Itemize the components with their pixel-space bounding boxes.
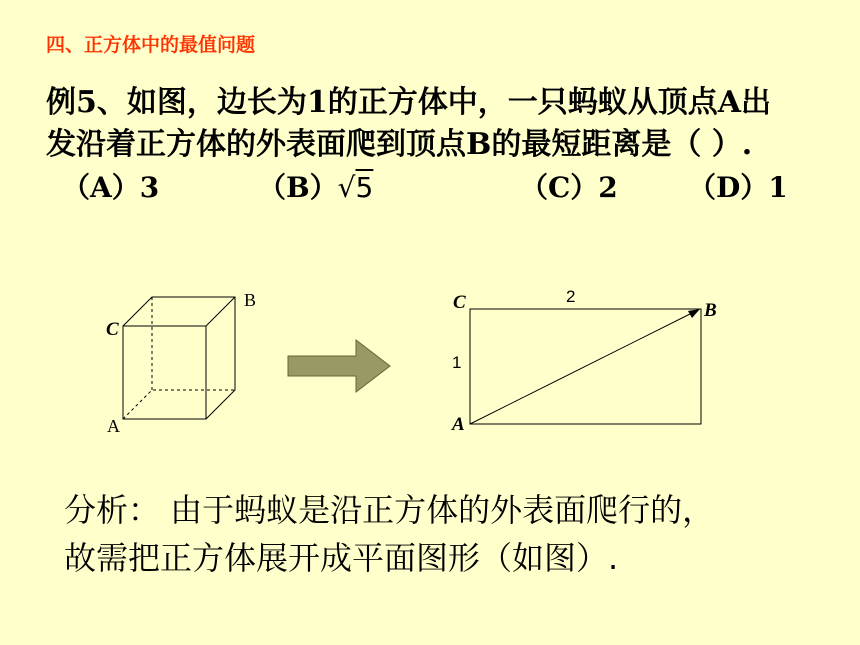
problem-line-2: 发沿着正方体的外表面爬到顶点B的最短距离是（ ）. — [46, 127, 753, 162]
option-c: （C）2 — [520, 171, 618, 204]
option-a: （A）3 — [62, 171, 160, 204]
net-label-c: C — [453, 292, 466, 313]
section-title: 四、正方体中的最值问题 — [46, 34, 256, 56]
path-arrowhead-icon — [688, 309, 700, 318]
sqrt-symbol: √ — [337, 171, 356, 204]
net-width-label: 2 — [566, 287, 576, 306]
problem-statement — [46, 82, 856, 166]
cube-label-b: B — [244, 290, 257, 310]
option-b — [258, 166, 373, 206]
net-height-label: 1 — [452, 353, 462, 372]
transform-arrow-icon — [288, 340, 390, 392]
net-label-b: B — [704, 300, 717, 321]
analysis-line-1: 分析： 由于蚂蚁是沿正方体的外表面爬行的， — [64, 491, 715, 529]
analysis-text — [64, 486, 844, 582]
option-b-label: （B） — [258, 171, 338, 204]
problem-line-1: 例5、如图，边长为1的正方体中，一只蚂蚁从顶点A出 — [46, 85, 772, 120]
cube-edge-top-right — [206, 297, 235, 326]
analysis-line-2: 故需把正方体展开成平面图形（如图）. — [64, 539, 619, 577]
shortest-path-line — [470, 312, 694, 424]
cube-back-edges — [123, 297, 235, 419]
option-d: （D）1 — [688, 171, 788, 204]
figure — [0, 280, 860, 440]
option-b-radicand: 5 — [355, 171, 374, 204]
cube-diagram — [123, 297, 235, 419]
cube-label-a: A — [107, 416, 120, 436]
net-label-a: A — [452, 414, 465, 435]
cube-hidden-edges — [123, 390, 235, 419]
cube-label-c: C — [106, 319, 119, 340]
cube-front-face — [123, 326, 206, 419]
answer-options — [0, 166, 860, 206]
